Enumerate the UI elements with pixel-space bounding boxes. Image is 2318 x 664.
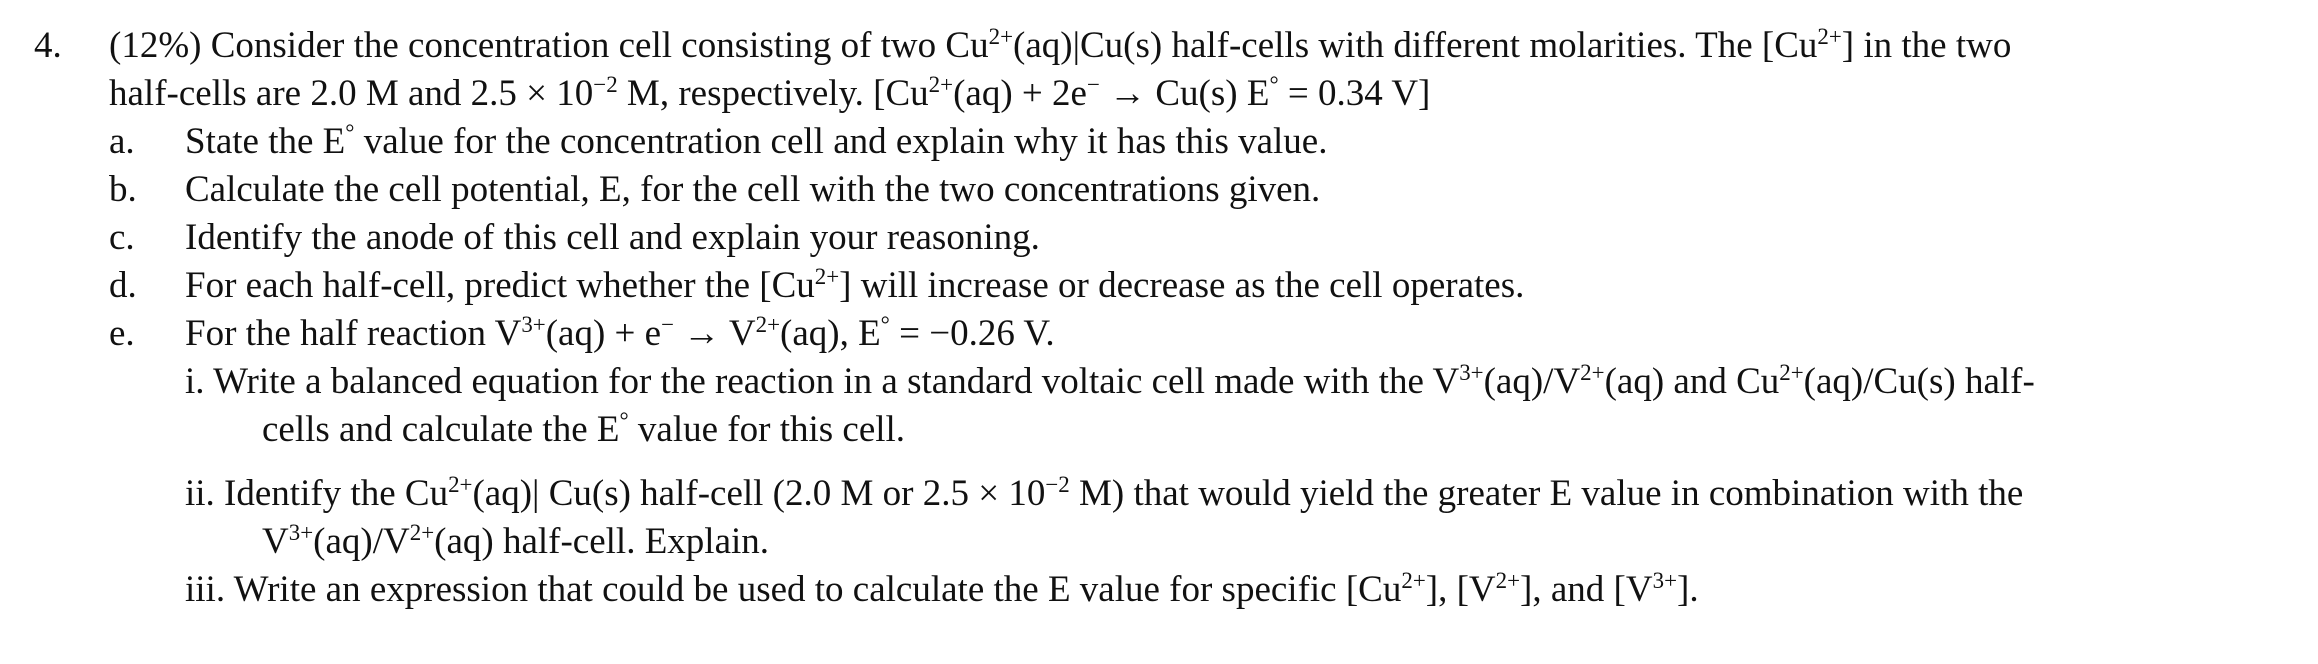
part-c-text: Identify the anode of this cell and explain your reasoning. [185,217,1040,258]
subpart-i-line-2: cells and calculate the E° value for this cell. [262,408,906,450]
subpart-ii-line-2: $V^{3+}(aq)/V^{2+}(aq)$ half-cell. Explain. [262,520,770,562]
subpart-iii-line-1: iii. Write an expression that could be used to calculate the E value for specific $[Cu^{2+}]$, $[V^{2+}]$, and $[V^{3+}]$. [185,568,1699,610]
part-b-text: Calculate the cell potential, E, for the cell with the two concentrations given. [185,169,1321,210]
subpart-i-line-1: i. Write a balanced equation for the reaction in a standard voltaic cell made with the $V^{3+}(aq)/V^{2+}(aq)$ and $Cu^{2+}(aq)/Cu(s)$ half- [185,360,2035,402]
part-d-text: For each half-cell, predict whether the $[Cu^{2+}]$ will increase or decrease as the cell operates. [185,264,1525,306]
part-e-text: For the half reaction $V^{3+}(aq) + e^- \to V^{2+}(aq)$, E° = −0.26 V. [185,312,1055,354]
part-a-text: State the E° value for the concentration cell and explain why it has this value. [185,120,1328,162]
part-d-letter: d. [109,265,137,306]
subpart-ii-line-1: ii. Identify the $Cu^{2+}(aq)|$ Cu(s) half-cell (2.0 M or $2.5 \times 10^{-2}$ M) that would yield the greater E value in combination with the [185,472,2024,514]
part-a-letter: a. [109,121,135,162]
question-stem-line-2: half-cells are 2.0 M and $2.5 \times 10^{-2}$ M, respectively. [$Cu^{2+}(aq) + 2e^- \to Cu(s) E^\circ = 0.34$ V] [109,72,1431,114]
question-stem-line-1: (12%) Consider the concentration cell consisting of two $Cu^{2+}(aq)|Cu(s)$ half-cells with different molarities. The $[Cu^{2+}]$ in the two [109,24,2012,66]
part-c-letter: c. [109,217,135,258]
part-e-letter: e. [109,313,135,354]
question-number: 4. [34,25,62,66]
part-b-letter: b. [109,169,137,210]
